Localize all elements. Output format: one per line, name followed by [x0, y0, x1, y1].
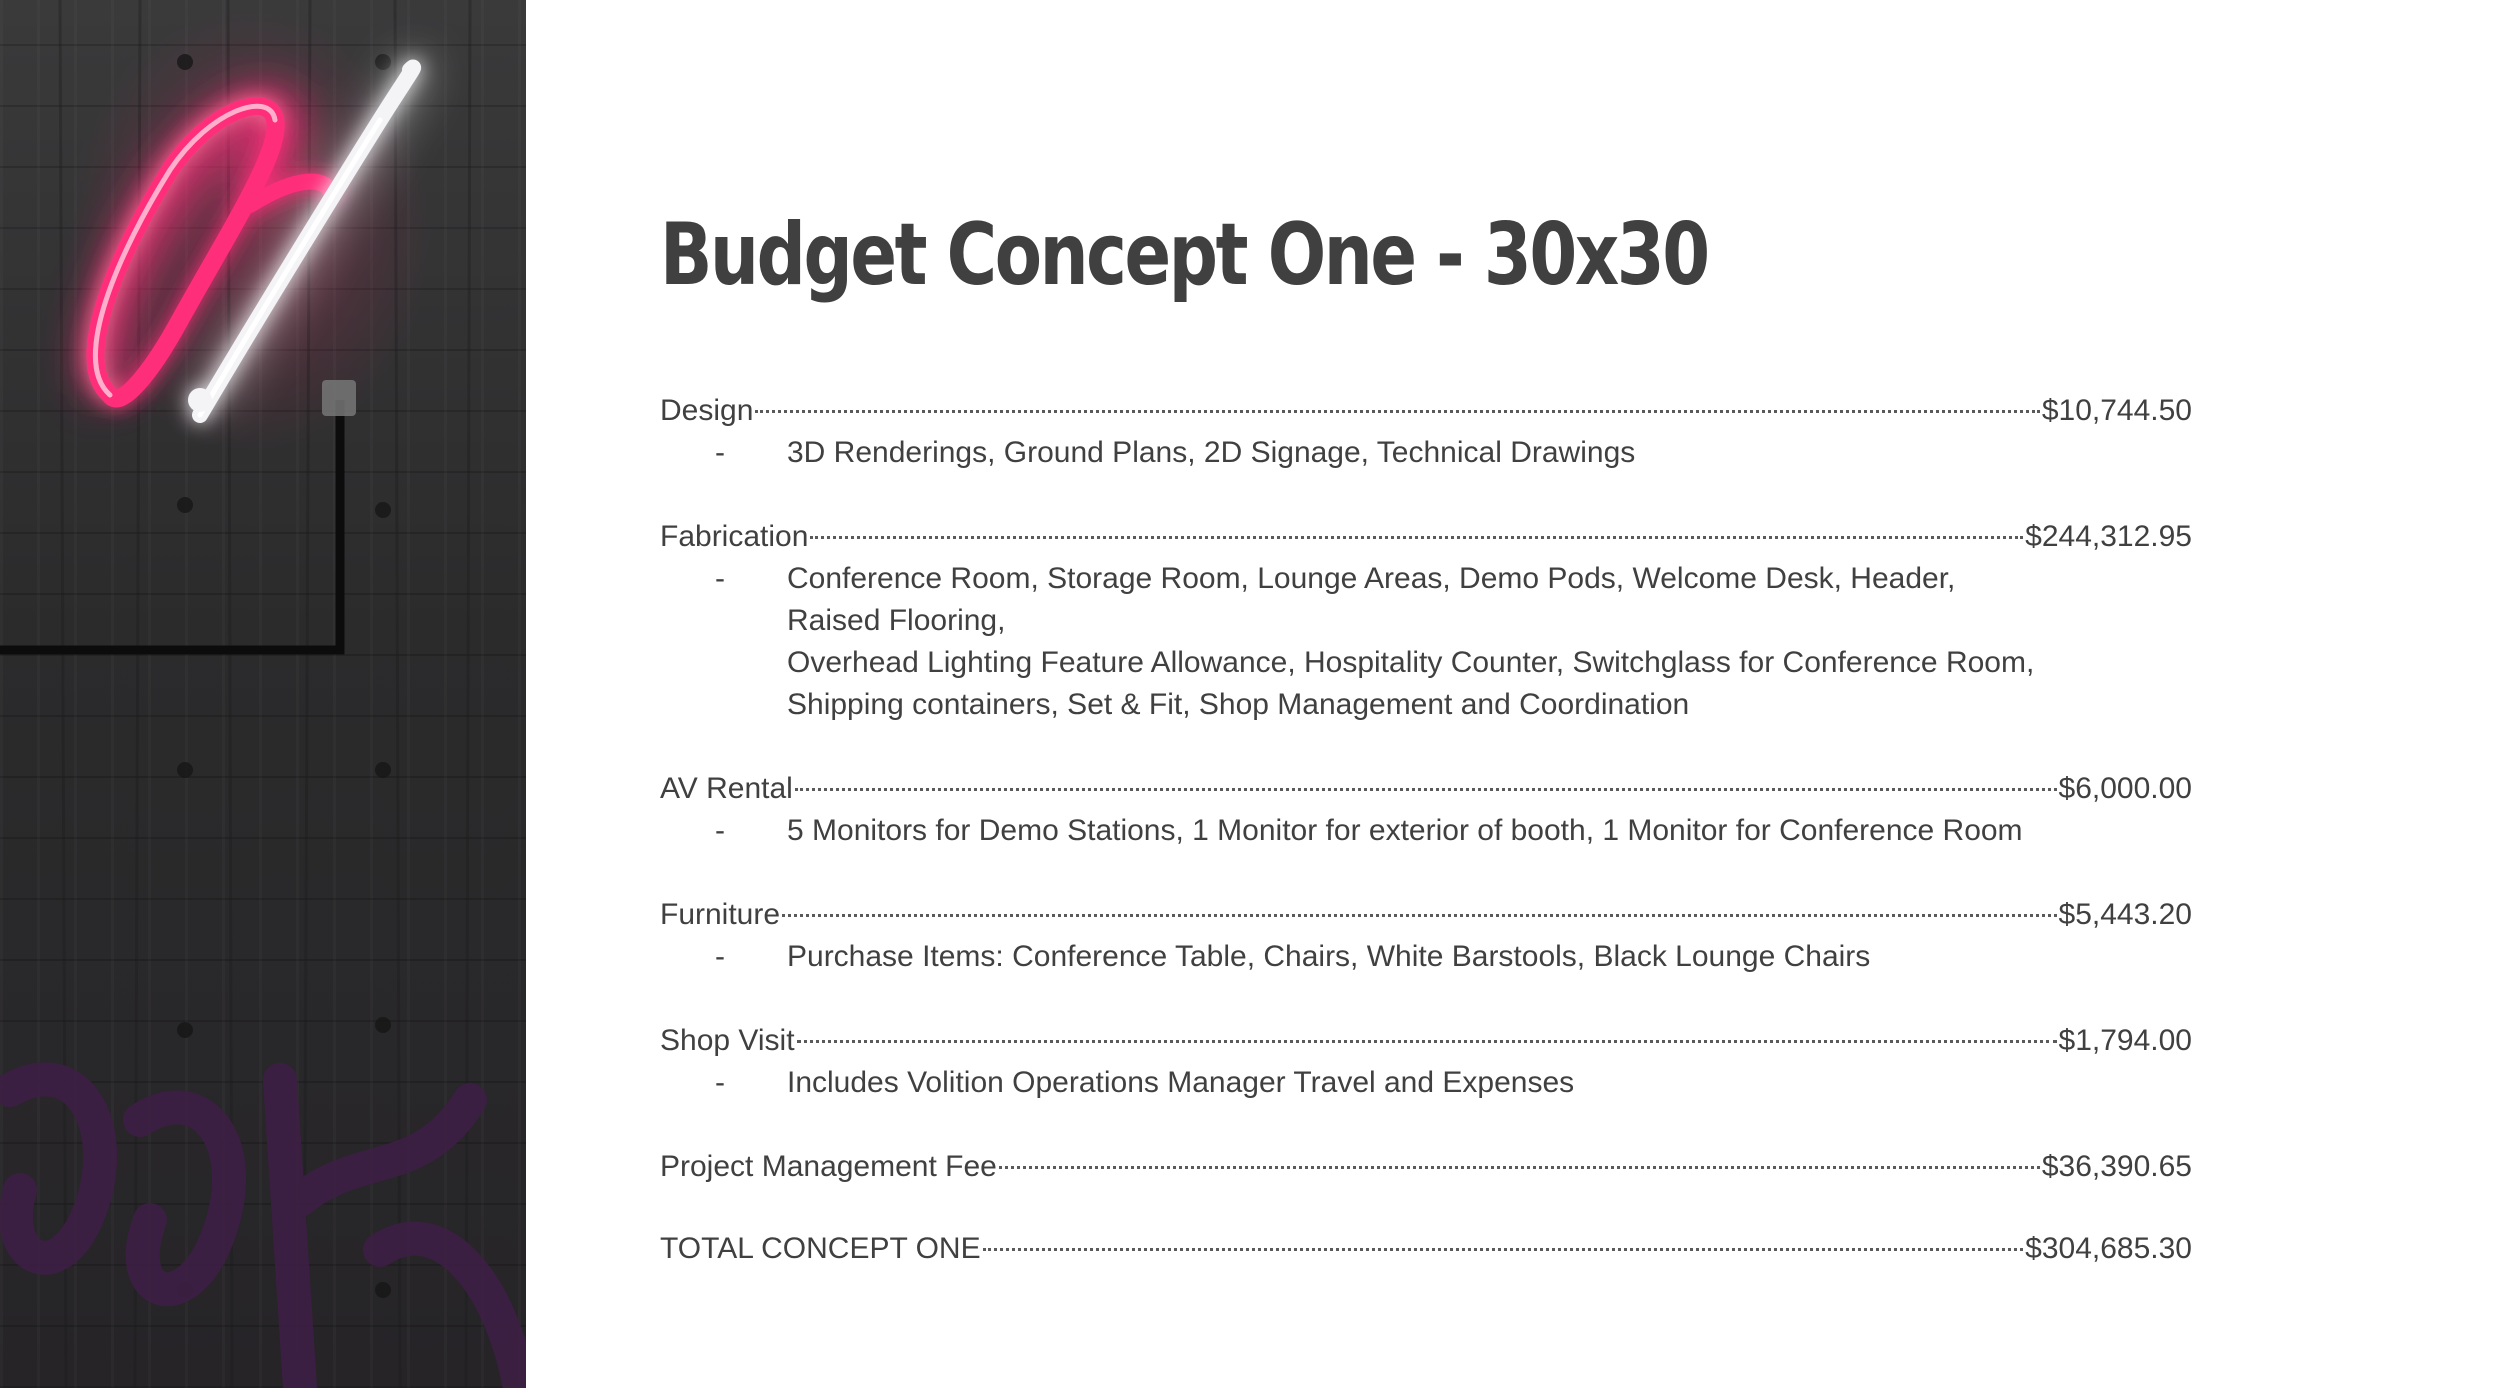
dot-leader [755, 410, 2039, 413]
line-label: Design [660, 394, 754, 427]
budget-line-fabrication [660, 516, 2192, 558]
line-label: Fabrication [660, 520, 809, 553]
neon-sign-illustration [0, 0, 526, 1388]
detail-text: Overhead Lighting Feature Allowance, Hospitality Counter, Switchglass for Conference Room, [787, 646, 2035, 679]
dot-leader [999, 1166, 2040, 1169]
line-amount: $244,312.95 [2025, 520, 2192, 553]
budget-line-design [660, 390, 2192, 432]
budget-line-total [660, 1228, 2192, 1270]
detail-text: Shipping containers, Set & Fit, Shop Management and Coordination [787, 688, 1690, 721]
bullet-dash: - [715, 562, 725, 595]
line-label: Furniture [660, 898, 781, 931]
page-title: Budget Concept One - 30x30 [660, 205, 1708, 305]
slide-content [660, 0, 2220, 1388]
budget-line-av-rental [660, 768, 2192, 810]
line-amount: $5,443.20 [2058, 898, 2192, 931]
line-detail [660, 432, 2037, 474]
line-label: AV Rental [660, 772, 793, 805]
line-amount: $36,390.65 [2041, 1150, 2192, 1183]
line-amount: $1,794.00 [2058, 1024, 2192, 1057]
line-label: TOTAL CONCEPT ONE [660, 1232, 981, 1265]
bullet-dash: - [715, 814, 725, 847]
dot-leader [983, 1248, 2024, 1251]
line-detail [660, 810, 2037, 852]
line-amount: $6,000.00 [2058, 772, 2192, 805]
line-label: Shop Visit [660, 1024, 795, 1057]
neon-wall-image [0, 0, 526, 1388]
dot-leader [795, 788, 2057, 791]
detail-text: Conference Room, Storage Room, Lounge Areas, Demo Pods, Welcome Desk, Header, Raised Flooring, [787, 562, 1956, 637]
detail-text: 5 Monitors for Demo Stations, 1 Monitor for exterior of booth, 1 Monitor for Conference Room [787, 814, 2023, 847]
bullet-dash: - [715, 940, 725, 973]
detail-text: Includes Volition Operations Manager Travel and Expenses [787, 1066, 1575, 1099]
budget-line-shop-visit [660, 1020, 2192, 1062]
bullet-dash: - [715, 436, 725, 469]
line-label: Project Management Fee [660, 1150, 997, 1183]
total-amount: $304,685.30 [2025, 1232, 2192, 1265]
bullet-dash: - [715, 1066, 725, 1099]
dot-leader [782, 914, 2056, 917]
detail-text: Purchase Items: Conference Table, Chairs, White Barstools, Black Lounge Chairs [787, 940, 1871, 973]
budget-line-furniture [660, 894, 2192, 936]
detail-text: 3D Renderings, Ground Plans, 2D Signage, Technical Drawings [787, 436, 1636, 469]
dot-leader [810, 536, 2023, 539]
line-detail [660, 1062, 2037, 1104]
line-detail [660, 936, 2037, 978]
budget-line-project-management [660, 1146, 2192, 1188]
line-detail [660, 558, 2037, 726]
budget-list [660, 390, 2220, 1270]
line-amount: $10,744.50 [2041, 394, 2192, 427]
dot-leader [797, 1040, 2057, 1043]
